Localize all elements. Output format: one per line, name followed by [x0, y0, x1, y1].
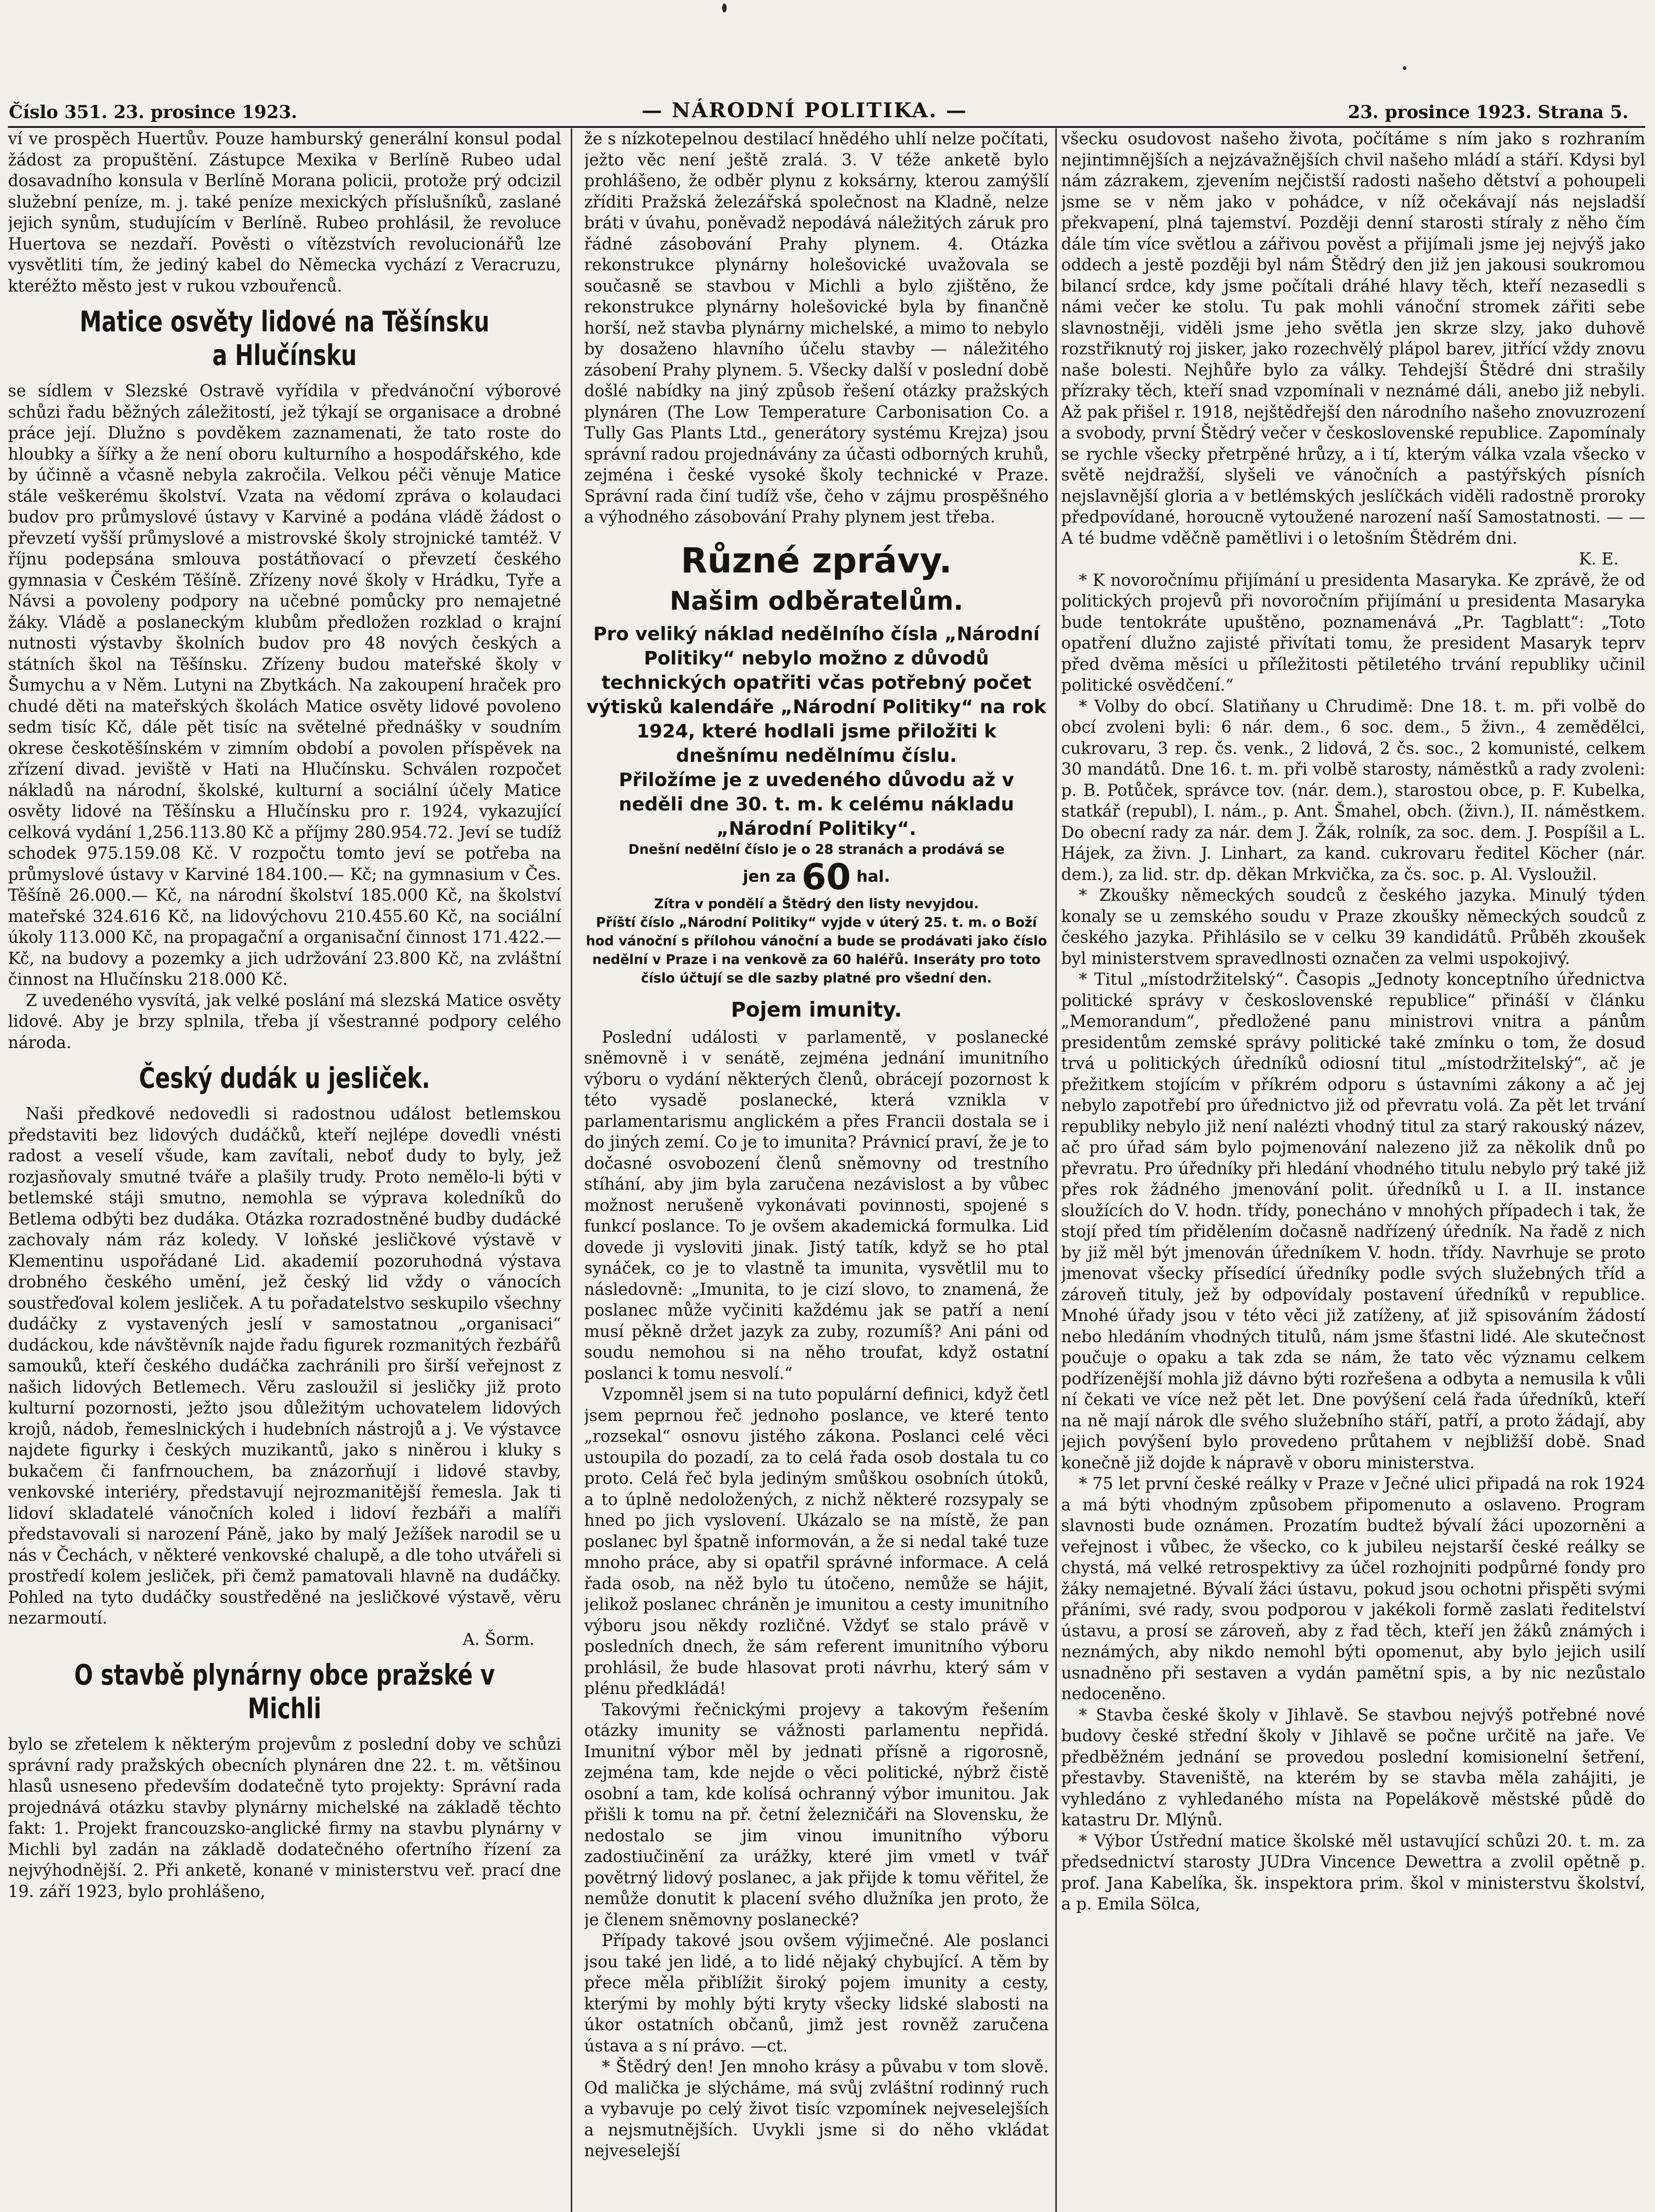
article-imunita-text-3: Takovými řečnickými projevy a takovým řešením otázky imunity se vážnosti parlamentu nepřidá. Imunitní výbor měl by jednati přísně a rigorosně, zejména tam, kde nejde o věci politické, nýbrž čistě osobní a tam, kde kolísá ochranný výbor imunitou. Jak přišli k tomu na př. četní železničáři na Slovensku, že nedostalo se jim vinou imunitního výboru zadostiučinění za urážky, které jim vmetl v tvář povětrný lidový poslanec, a jak přijde k tomu věřitel, že nemůže donutit k placení svého dlužníka jen proto, že je členem sněmovny poslanecké?	[584, 1700, 1049, 1929]
notice-calendar: Pro veliký náklad nedělního čísla „Národní Politiky“ nebylo možno z důvodů technických opatřiti včas potřebný počet výtisků kalendáře „Národní Politiky“ na rok 1924, které hodlali jsme přiložiti k dnešnímu nedělnímu číslu.	[586, 622, 1047, 766]
headline-pojem-imunity: Pojem imunity.	[731, 997, 902, 1022]
article-michle-text: bylo se zřetelem k některým projevům z poslední doby ve schůzi správní rady pražských obecních plynáren dne 22. t. m. většinou hlasů usneseno především dodatečně tyto projekty: Správní rada projednává otázku stavby plynárny michelské na základě těchto fakt: 1. Projekt francouzsko-anglické firmy na stavbu plynárny v Michli byl zadán na základě dodatečného ofertního řízení za nejvýhodnější. 2. Při anketě, konané v ministerstvu veř. prací dne 19. září 1923, bylo prohlášeno,	[8, 1735, 561, 1901]
headline-ruzne-zpravy: Různé zprávy.	[681, 541, 952, 581]
article-imunita-text-4: Případy takové jsou ovšem výjimečné. Ale poslanci jsou také jen lidé, a to lidé nějaký chybující. A těm by přece měla přiblížit široký pojem imunity a cesty, kterými by mohly býti kryty všecky lidské slabosti na úkor ostatních občanů, jimž jest rovněž zaručena ústava a s ní právo. —ct.	[584, 1931, 1049, 2055]
article-imunita-text-2: Vzpomněl jsem si na tuto populární definici, když četl jsem peprnou řeč jednoho poslance, ve které tento „rozsekal“ osnovu jistého zákona. Poslanci celé věci ustoupila do pozadí, za to celá řada osob dostala tu co proto. Celá řeč byla jediným smůškou osobních útoků, a to úplně nedoložených, z nichž některé rozsypaly se hned po jich vyslovení. Ukázalo se na místě, že pan poslanec byl špatně informován, a že si nedal také tuze mnoho práce, aby si opatřil správné informace. A celá řada osob, na něž bylo tu útočeno, nemůže se hájit, jelikož poslanec chráněn je imunitou a cesty imunitního výboru jsou někdy rozličné. Vždyť se stalo právě v posledních dnech, že sám referent imunitního výboru prohlásil, že bude hlasovat proti návrhu, který sám v plénu předkládá!	[584, 1385, 1049, 1698]
news-titul-mistodrzitelsky: * Titul „místodržitelský“. Časopis „Jednoty konceptního úřednictva politické správy v československé republice“ přináší v článku „Memorandum“, předložené panu ministrovi vnitra a pánům presidentům zemské správy politické také zmínku o tom, že dosud trvá u politických úředníků odiosní titul „místodržitelský“, ač je přežitkem stojícím v příkrém odporu s ústavními zákony a ač jej nebylo zapotřebí pro úřednictvo již od převratu volá. Za pět let trvání republiky nebylo již není nalézti vhodný titul za starý rakouský název, ač pro úřad sám bylo pojmenování nalezeno již za několik dnů po převratu. Pro úředníky při hledání vhodného titulu nebylo prý také již přes rok žádného jmenování polit. úředníků u I. a II. instance sloužících do V. hodn. třídy, ponecháno v mnohých případech i tak, že stojí před tím přidělením dočasně nadřízený úředník. Na řadě z nich by již měl být jmenován úředníkem V. hodn. třídy. Navrhuje se proto jmenovat všecky přísedící úředníky podle svých služebných tříd a zároveň tituly, jež by odpovídaly postavení úředníků v republice. Mnohé úřady jsou v této věci již zatíženy, ať již spisováním žádostí nebo hledáním vhodných titulů, nám jsme šťastni lidé. Ale skutečnost poučuje o opaku a tak zda se nám, že tato věc významu celkem podřízenější mohla již dávno býti rozřešena a odbyta a nemusila k vůli ní čekati ve více než pět let. Dne povýšení celá řada úředníků, kteří na ně mají nárok dle svého služebního stáří, patří, a proto žádají, aby jejich povýšení bylo provedeno průtahem v nejbližší době. Snad konečně již dojde k nápravě v oboru ministerstva.	[1061, 970, 1645, 1472]
notice-page-count: Dnešní nedělní číslo je o 28 stranách a prodává se	[628, 841, 1005, 857]
article-imunita-text-1: Poslední události v parlamentě, v poslanecké sněmovně i v senátě, zejména jednání imunitního výboru o vydání některých členů, obrácejí pozornost k této vysadě poslanecké, která vznikla v parlamentarismu anglickém a přes Francii dostala se i do jiných zemí. Co je to imunita? Právnicí praví, že je to dočasné osvobození členů sněmovny od trestního stíhání, aby jim byla zaručena nezávislost a by vůbec možnost nerušeně vykonávati povinnosti, spojené s funkcí poslance. To je ovšem akademická formulka. Lid dovede ji vysloviti jinak. Jistý tatík, když se ho ptal synáček, co je to vlastně ta imunita, vysvětlil mu to následovně: „Imunita, to je cizí slovo, to znamená, že poslanec může vyčiniti každému jak se patří a není musí pěkně držet jazyk za zuby, rozumíš? Ani páni od soudu nemohou si na něho troufat, když ostatní poslanci k tomu nesvolí.“	[584, 1027, 1049, 1383]
notice-holiday: Zítra v pondělí a Štědrý den listy nevyjdou.	[654, 896, 979, 912]
notice-calendar-later: Přiložíme je z uvedeného důvodu až v neděli dne 30. t. m. k celému nákladu „Národní Politiky“.	[619, 768, 1014, 839]
headline-matice: Matice osvěty lidové na Těšínsku a Hlučínsku	[79, 306, 490, 372]
article-matice-text-2: Z uvedeného vysvítá, jak velké poslání má slezská Matice osvěty lidové. Aby je brzy splnila, třeba jí všestranné podpory celého národa.	[8, 991, 561, 1052]
header-rule	[8, 126, 1645, 128]
issue-number-date: Číslo 351. 23. prosince 1923.	[9, 102, 297, 123]
price-value: 60	[801, 856, 851, 898]
article-matice-text: se sídlem v Slezské Ostravě vyřídila v předvánoční výborové schůzi řadu běžných záležitostí, jež týkají se organisace a drobné práce její. Dlužno s povděkem zaznamenati, že tato roste do hloubky a šířky a že není oboru kulturního a hospodářského, kde by účinně a včasně nebyla zakročila. Velkou péči věnuje Matice stále veškerému školství. Vzata na vědomí zpráva o kolaudaci budov pro průmyslové ústavy v Karviné a podána vládě žádost o převzetí vyšší průmyslové a mistrovské školy strojnické tamtéž. V říjnu podepsána smlouva postátňovací o převzetí českého gymnasia v Českém Těšíně. Zřízeny nové školy v Hrádku, Tyře a Návsi a povoleny podpory na učebné pomůcky pro nemajetné žáky. Vládě a poslaneckým klubům předložen rozklad o krajní nutnosti výstavby školních budov pro 48 nových českých a státních škol na Těšínsku. Zřízeny budou mateřské školy v Šumychu a v Něm. Lutyni na Zbytkách. Na zakoupení hraček pro chudé děti na mateřských školách Matice osvěty lidové povoleno sedm tisíc Kč, dále pět tisíc na světelné přednášky v soudním okrese českotěšínském v zimním období a povolen příspěvek na zřízení divad. jeviště v Hati na Hlučínsku. Schválen rozpočet nákladů na národní, školské, kulturní a sociální účely Matice osvěty lidové na Těšínsku a Hlučínsku pro r. 1924, vykazující celková vydání 1,256.113.80 Kč a příjmy 280.954.72. Jeví se tudíž schodek 975.159.08 Kč. V rozpočtu tomto jeví se potřeba na průmyslové ústavy v Karviné 184.100.— Kč; na gymnasium v Čes. Těšíně 26.000.— Kč, na národní školství 185.000 Kč, na školství mateřské 324.616 Kč, na lidovýchovu 210.455.60 Kč, na sociální úkoly 113.000 Kč, na propagační a organisační činnost 171.422.— Kč, na budovy a pozemky a jich udržování 23.800 Kč, na zvláštní činnost na Hlučínsku 218.000 Kč.	[8, 381, 561, 989]
news-zkousky-soudcu: * Zkoušky německých soudců z českého jazyka. Minulý týden konaly se u zemského soudu v Praze zkoušky německých soudců z českého jazyka. Přihlásilo se v celku 39 kandidátů. Průběh zkoušek byl ministerstvem spravedlnosti označen za velmi uspokojivý.	[1061, 886, 1645, 968]
news-novorocni-prijimani: * K novoročnímu přijímání u presidenta Masaryka. Ke zprávě, že od politických projevů při novoročním přijímání u presidenta Masaryka bude tentokráte upuštěno, poznamenává „Pr. Tagblatt“: „Toto opatření dlužno zajisté přivítati tomu, že president Masaryk teprv před dvěma měsíci u příležitosti pětiletého trvání republiky učinil politické osvědčení.“	[1061, 570, 1645, 695]
masthead-title: — NÁRODNÍ POLITIKA. —	[642, 98, 968, 122]
article-michle-continuation: že s nízkotepelnou destilací hnědého uhlí nelze počítati, ježto věc není ještě zralá. 3. V téže anketě bylo prohlášeno, že odběr plynu z koksárny, kterou zamýšlí zříditi Pražská železářská společnost na Kladně, nelze bráti v úvahu, poněvadž nepodává náležitých záruk pro řádné zásobování Prahy plynem. 4. Otázka rekonstrukce plynárny holešovické uvažovala se současně se stavbou v Michli a bylo zjištěno, že rekonstrukce plynárny holešovické byla by finančně horší, než stavba plynárny michelské, a mimo to nebylo by dosaženo hlavního účelu stavby — náležitého zásobení Prahy plynem. 5. Všecky další v poslední době došlé nabídky na jiný způsob řešení otázky pražských plynáren (The Low Temperature Carbonisation Co. a Tully Gas Plants Ltd., generátory systému Krejza) jsou správní radou projednávány za účasti odborných kruhů, zejména i české vysoké školy technické v Praze. Správní rada činí tudíž vše, čeho v zájmu prospěšného a výhodného zásobování Prahy plynem jest třeba.	[584, 129, 1049, 526]
column-left	[8, 128, 561, 2212]
column-rule-2	[1055, 128, 1057, 2212]
headline-odberatelum: Našim odběratelům.	[670, 585, 963, 616]
news-skola-jihlava: * Stavba české školy v Jihlavě. Se stavbou nejvýš potřebné nové budovy české střední školy v Jihlavě se počne určitě na jaře. Ve předběžném jednání se provedou poslední komisionelní šetření, přestavby. Staveniště, na kterém by se stavba měla zahájiti, je vyhledáno z vyhledaného místa na Popelákově městské půdě do katastru Dr. Mlýnů.	[1061, 1705, 1645, 1829]
notice-next-issue: Příští číslo „Národní Politiky“ vyjde v úterý 25. t. m. o Boží hod vánoční s přílohou vánoční a bude se prodávati jako číslo nedělní v Praze i na venkově za 60 haléřů. Inseráty pro toto číslo účtují se dle sazby platné pro všední den.	[585, 914, 1047, 986]
author-signature-ke: K. E.	[1579, 549, 1619, 568]
news-vybor-matice: * Výbor Ústřední matice školské měl ustavující schůzi 20. t. m. za předsednictví starosty JUDra Vincence Dewettra a zvolil opětně p. prof. Jana Kabelíka, šk. inspektora prim. škol v ministerstvu školství, a p. Emila Sölca,	[1061, 1831, 1645, 1913]
column-right	[1061, 128, 1645, 2212]
print-speck-2	[1403, 66, 1406, 70]
author-signature-sorm: A. Šorm.	[462, 1629, 535, 1649]
column-rule-1	[571, 128, 572, 2212]
headline-dudak: Český dudák u jesliček.	[139, 1062, 431, 1095]
price-prefix: jen za	[743, 867, 796, 886]
price-unit: hal.	[856, 867, 890, 886]
news-volby-do-obci: * Volby do obcí. Slatiňany u Chrudimě: Dne 18. t. m. při volbě do obcí zvoleni byli: 6 nár. dem., 6 soc. dem., 5 živn., 4 zemědělci, cukrovaru, 3 rep. čs. venk., 2 lidová, 2 čs. soc., 2 komunisté, celkem 30 mandátů. Dne 16. t. m. při volbě starosty, náměstků a rady zvoleni: p. B. Potůček, správce tov. (nár. dem.), starostou obce, p. F. Kubelka, statkář (republ), I. nám., p. Ant. Šmahel, obch. (živn.), II. náměstkem. Do obecní rady za nár. dem J. Žák, rolník, za soc. dem. J. Pospíšil a L. Hájek, za živn. J. Linhart, za kand. cukrovaru ředitel Köcher (nár. dem.), za lid. str. dp. děkan Mrkvička, za čs. soc. p. Al. Vysloužil.	[1061, 696, 1645, 884]
page-date-number: 23. prosince 1923. Strana 5.	[1348, 102, 1628, 123]
headline-michle: O stavbě plynárny obce pražské v Michli	[74, 1659, 495, 1725]
page-header	[9, 98, 1628, 125]
article-stedry-den: * Štědrý den! Jen mnoho krásy a půvabu v tom slově. Od malička je slýcháme, má svůj zvláštní rodinný ruch a vybavuje po celý život tisíc vzpomínek nejveselejších a nejsmutnějších. Uvykli jsme si do něho vkládat nejveselejší	[584, 2057, 1049, 2160]
article-stedry-continuation: všecku osudovost našeho života, počítáme s ním jako s rozhraním nejintimnějších a nejzávažnějších chvil našeho mládí a stáří. Kdysi byl nám zázrakem, zjevením nejčistší radosti našeho dětství a pohoupeli jsme se v něm jako v pohádce, v níž očekávají nás nejsladší překvapení, plná tajemství. Později denní starosti stíraly z něho čím dále tím více světlou a zářivou pověst a přijímali jsme jej nejvýš jako oddech a jestě později byl nám Štědrý den již jen jakousi soukromou bilancí srdce, kdy jsme počítali dráhé hlavy těch, kteří nezasedli s námi večer ke stolu. Tu pak mohli vánoční stromek zářiti sebe slavnostněji, viděli jsme jeho světla jen skrze slzy, jako duhově rozstřiknutý roj jisker, jako rozechvělý plápol barev, jitřící vždy znovu naše bolesti. Nejhůře bylo za války. Tehdejší Štědré dni strašily přízraky těch, kteří snad vzpomínali v neznámé dáli, anebo již nebyli. Až pak přišel r. 1918, nejštědřejší den národního našeho znovuzrození a svobody, první Štědrý večer v československé republice. Zapomínaly se rychle všecky přetrpěné hrůzy, a i tí, kterým válka vzala všecko v světě nejdražší, slyšeli ve vánočních a pastýřských písních nejslavnější gloria a v betlémských jeslíčkách viděli radostně proroky předpovídané, horoucně vytoužené narození naší Samostatnosti. — — A té budme vděčně pamětlivi i o letošním Štědrém dni.	[1061, 129, 1645, 548]
price-line	[584, 856, 1049, 898]
print-speck	[722, 4, 727, 12]
article-continuation-text: ví ve prospěch Huertův. Pouze hamburský generální konsul podal žádost za propuštění. Zástupce Mexika v Berlíně Rubeo udal dosavadního konsula v Berlíně Morana policii, protože prý odcizil služební peníze, m. j. také peníze mexických příslušníků, zaslané jejich synům, studujícím v Berlíně. Rubeo prohlásil, že revoluce Huertova se nezdaří. Pověsti o vítězstvích revolucionářů lze vysvětliti tím, že jediný kabel do Německa vychází z Veracruzu, kteréžto město jest v rukou vzbouřenců.	[8, 129, 561, 296]
news-realka-jubileum: * 75 let první české reálky v Praze v Ječné ulici připadá na rok 1924 a má býti vhodným způsobem připomenuto a oslaveno. Program slavnosti bude oznámen. Prozatím budtež bývalí žáci upozorněni a veřejnost i vůbec, že všecko, co k jubileu nejstarší české reálky se chystá, má velké retrospektivy za účel rozhojniti podpůrné fondy pro žáky nemajetné. Bývalí žáci ústavu, pokud jsou ochotni přispěti svými přáními, své rady, svou podporou v jakékoli formě zaslati ředitelství ústavu, a prosí se zároveň, aby z řad těch, kteří jen žáků známých i neznámých, aby nikdo nemohl býti opomenut, aby bylo jejich usilí usnadněno při sestaven a vydán pamětní spis, a by nic nezůstalo nedoceněno.	[1061, 1474, 1645, 1703]
article-dudak-text: Naši předkové nedovedli si radostnou událost betlemskou představiti bez lidových dudáčků, kteří nejlépe dovedli vnésti radost a veselí všude, kam zavítali, neboť dudy to byly, jež rozjasňovaly smutné tváře a plašily trudy. Proto nemělo-li býti v betlemské stáji smutno, nemohla se výprava koledníků do Betlema odbýti bez dudáka. Otázka rozradostněné budby dudácké zachovaly nám ráz koledy. V loňské jesličkové výstavě v Klementinu uspořádané Lid. akademií pozoruhodná výstava drobného českého umění, jež český lid vždy o vánocích soustřeďoval kolem jesliček. A tu pořadatelstvo seskupilo všechny dudáčky z vystavených jeslí v samostatnou „organisaci“ dudáckou, kde návštěvník najde řadu figurek rozmanitých řezbářů samouků, kteří českého dudáčka zachránili pro širší veřejnost z našich lidových Betlemech. Věru zasloužil si jesličky již proto kulturní pozornosti, ježto jsou důležitým uchovatelem lidových krojů, nádob, řemeslnických i hudebních nástrojů a j. Ve výstavce najdete figurky i českých muzikantů, jako s niněrou i kluky s bukačem či fanfrnouchem, ba znázorňují i lidové stavby, venkovské interiéry, představují nejrozmanitější řemesla. Jak ti lidoví skladatelé vánočních koled i lidoví řezbáři a malíři představovali si narození Páně, jako by malý Ježíšek narodil se u nás v Čechách, v některé venkovské chalupě, a dle toho utvářeli si prostředí kolem jesliček, při čemž pamatovali hlavně na dudáčky. Pohled na tyto dudáčky soustředěné na jesličkové výstavě, věru nezarmoutí.	[8, 1104, 561, 1628]
column-middle	[584, 128, 1049, 2212]
